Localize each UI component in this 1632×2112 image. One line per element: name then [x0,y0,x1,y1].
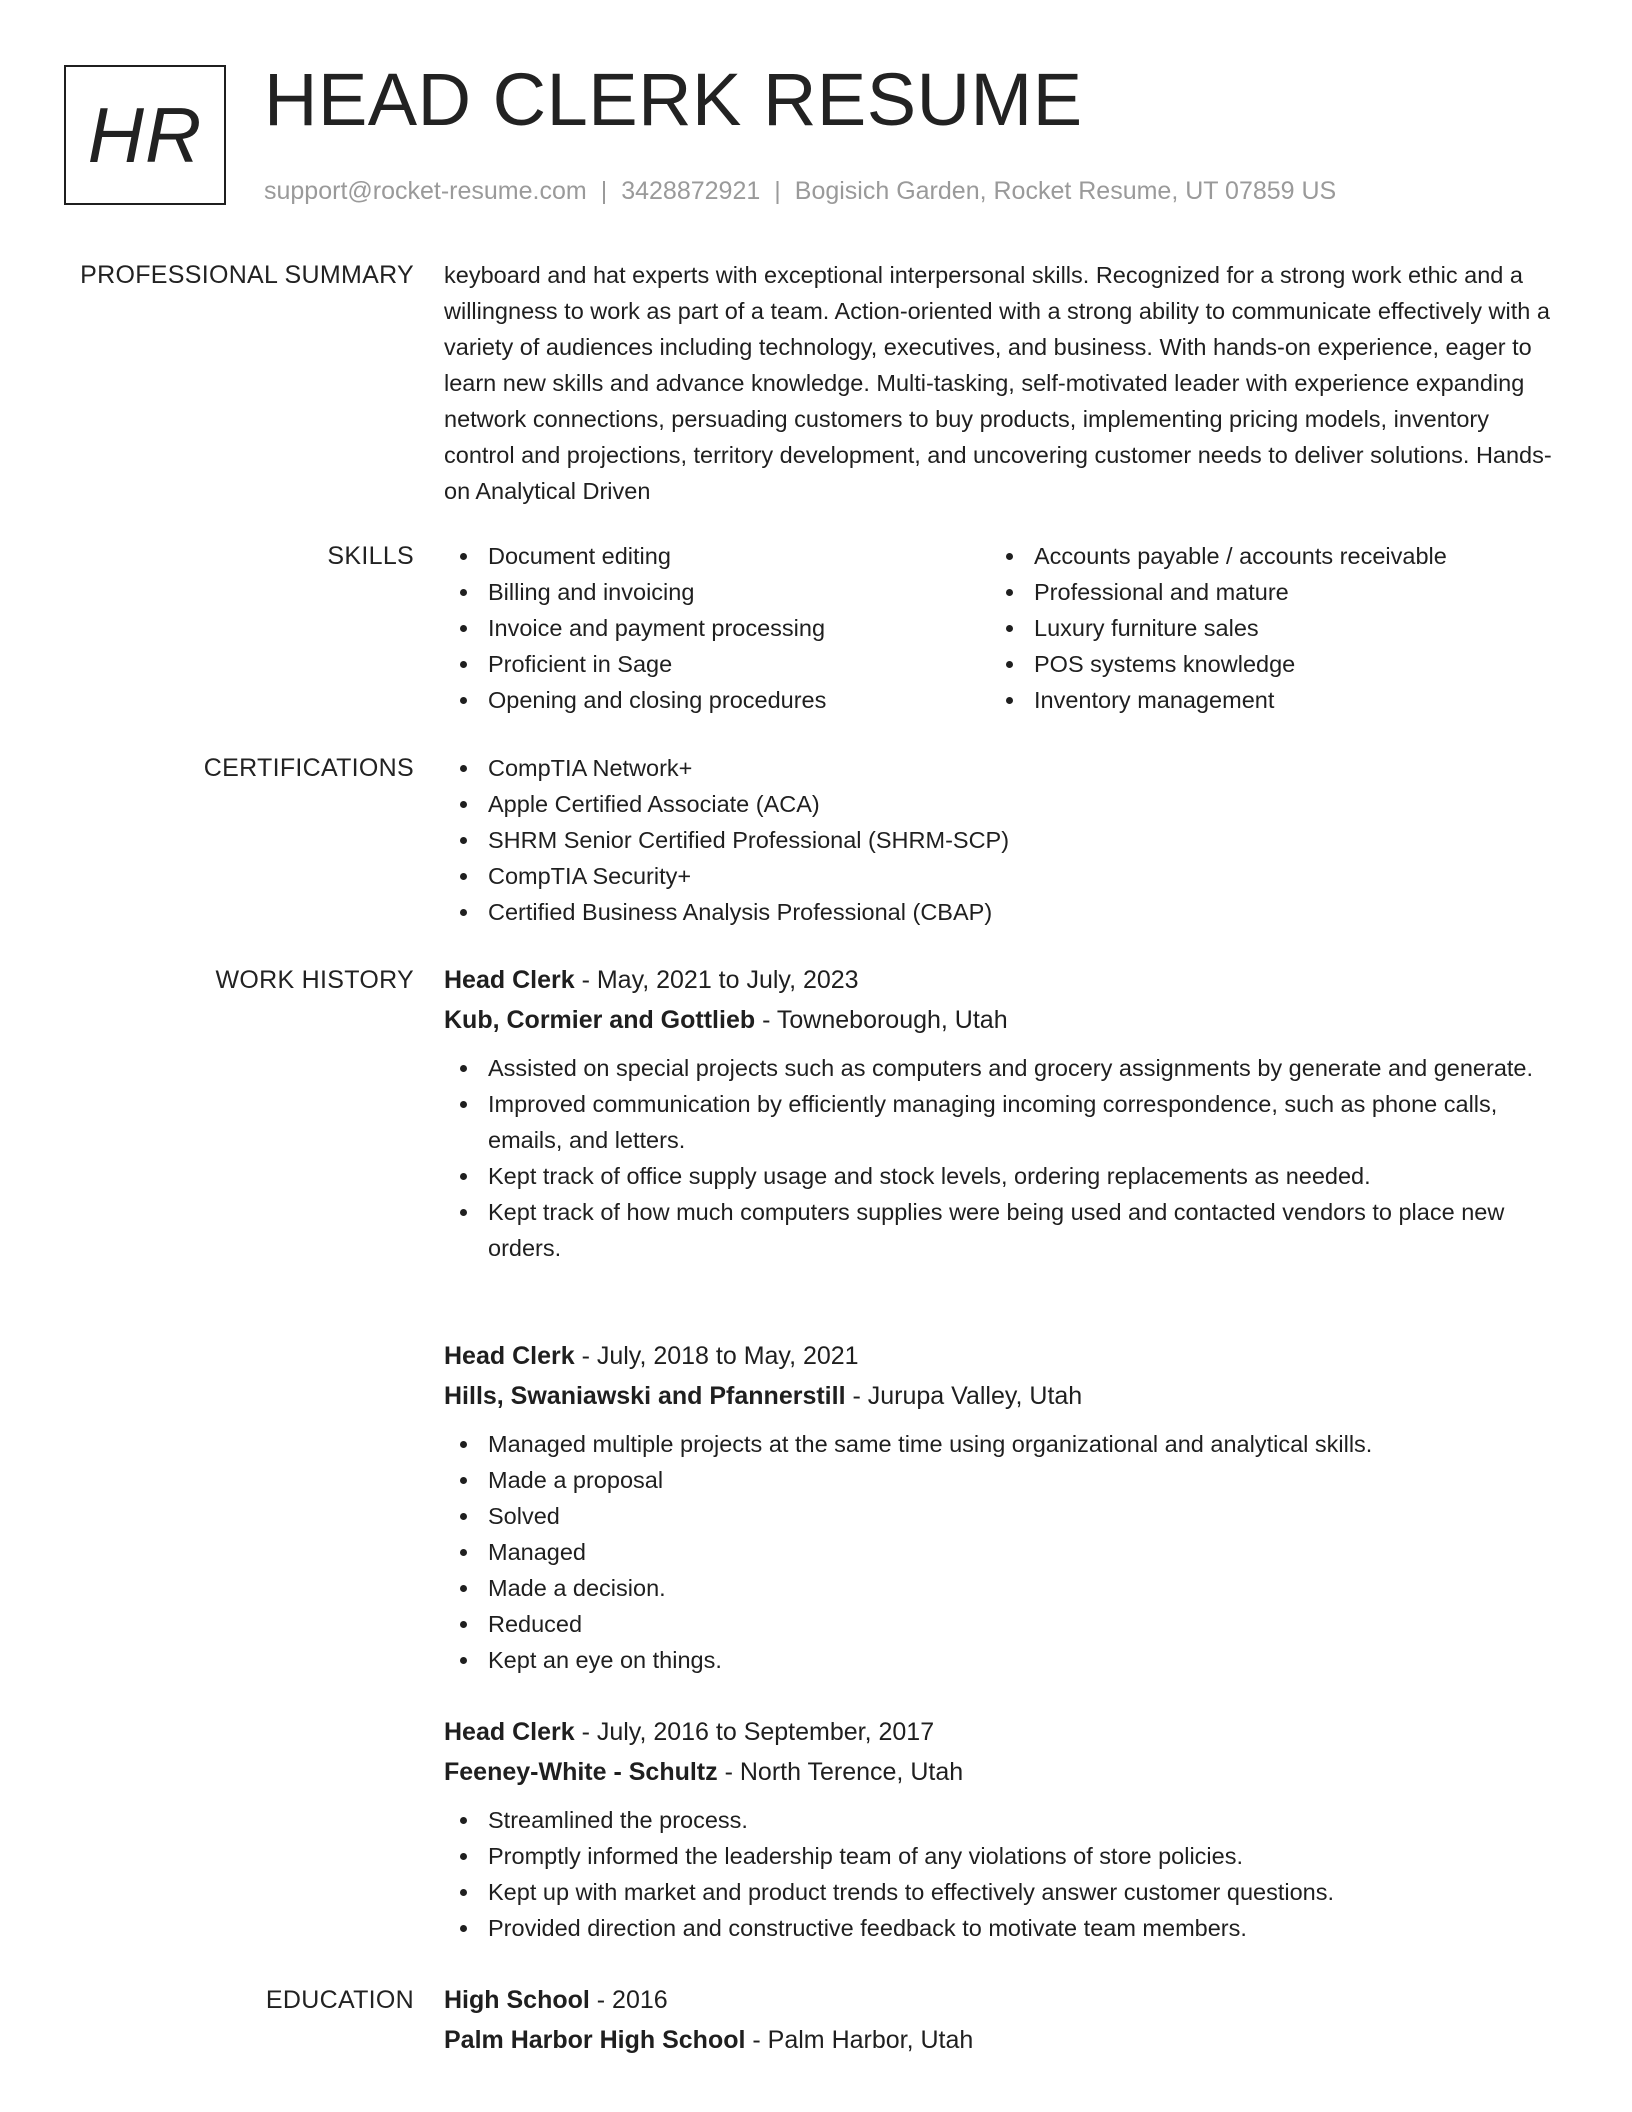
job-company: Kub, Cormier and Gottlieb [444,1006,756,1034]
summary-text: keyboard and hat experts with exceptional interpersonal skills. Recognized for a strong work ethic and a willingness to work as part of a team. Action-oriented with a strong ability to communicate effectively with a variety of audiences including technology, executives, and business. With hands-on experience, eager to learn new skills and advance knowledge. Multi-tasking, self-motivated leader with experience expanding network connections, persuading customers to buy products, implementing pricing models, inventory control and projections, territory development, and uncovering customer needs to deliver solutions. Hands-on Analytical Driven [444,262,1552,504]
certifications-label: CERTIFICATIONS [203,754,414,782]
job-title-line [444,1336,1564,1376]
contact-phone[interactable]: 3428872921 [621,177,761,205]
list-item: Kept track of office supply usage and stock levels, ordering replacements as needed. [444,1158,1564,1194]
list-item: Invoice and payment processing [444,610,990,646]
list-item: Inventory management [990,682,1536,718]
list-item: Kept an eye on things. [444,1642,1564,1678]
contact-line [264,174,1336,208]
education-location: - Palm Harbor, Utah [752,2026,974,2054]
job-entry [444,1712,1564,1946]
job-dates: - July, 2016 to September, 2017 [581,1718,935,1746]
job-location: - North Terence, Utah [724,1758,964,1786]
job-title: Head Clerk [444,966,575,994]
list-item: Provided direction and constructive feedback to motivate team members. [444,1910,1564,1946]
job-title-line [444,1712,1564,1752]
list-item: Reduced [444,1606,1564,1642]
list-item: Managed multiple projects at the same time using organizational and analytical skills. [444,1426,1564,1462]
job-dates: - May, 2021 to July, 2023 [581,966,859,994]
list-item: Managed [444,1534,1564,1570]
job-entry [444,1336,1564,1678]
education-school: Palm Harbor High School [444,2026,746,2054]
resume-title: HEAD CLERK RESUME [264,58,1083,141]
list-item: CompTIA Security+ [444,858,1564,894]
list-item: Opening and closing procedures [444,682,990,718]
list-item: Kept track of how much computers supplies were being used and contacted vendors to place new orders. [444,1194,1564,1266]
skills-list-right [990,538,1536,718]
list-item: Kept up with market and product trends to effectively answer customer questions. [444,1874,1564,1910]
list-item: Apple Certified Associate (ACA) [444,786,1564,822]
job-location: - Towneborough, Utah [762,1006,1008,1034]
contact-email[interactable]: support@rocket-resume.com [264,177,587,205]
job-title: Head Clerk [444,1718,575,1746]
work-history-label: WORK HISTORY [215,966,414,994]
education-degree: High School [444,1986,590,2014]
job-company-line [444,1000,1564,1040]
job-company-line [444,1752,1564,1792]
list-item: Promptly informed the leadership team of any violations of store policies. [444,1838,1564,1874]
list-item: Billing and invoicing [444,574,990,610]
job-dates: - July, 2018 to May, 2021 [581,1342,859,1370]
list-item: Made a proposal [444,1462,1564,1498]
list-item: Professional and mature [990,574,1536,610]
monogram-logo: HR [64,65,226,205]
list-item: Made a decision. [444,1570,1564,1606]
job-title: Head Clerk [444,1342,575,1370]
list-item: Streamlined the process. [444,1802,1564,1838]
list-item: Accounts payable / accounts receivable [990,538,1536,574]
job-company: Hills, Swaniawski and Pfannerstill [444,1382,846,1410]
list-item: Proficient in Sage [444,646,990,682]
education-label: EDUCATION [265,1986,414,2014]
contact-separator: | [600,177,608,205]
skills-label: SKILLS [327,542,414,570]
list-item: Document editing [444,538,990,574]
education-school-line [444,2020,1564,2060]
list-item: Improved communication by efficiently managing incoming correspondence, such as phone calls, emails, and letters. [444,1086,1564,1158]
list-item: Luxury furniture sales [990,610,1536,646]
contact-separator: | [774,177,781,205]
list-item: Solved [444,1498,1564,1534]
skills-list-left [444,538,990,718]
list-item: CompTIA Network+ [444,750,1564,786]
summary-label: PROFESSIONAL SUMMARY [80,261,414,289]
job-company-line [444,1376,1564,1416]
job-bullets [444,1802,1564,1946]
job-entry [444,960,1564,1266]
list-item: SHRM Senior Certified Professional (SHRM-SCP) [444,822,1564,858]
contact-address: Bogisich Garden, Rocket Resume, UT 07859 US [794,177,1337,205]
job-company: Feeney-White - Schultz [444,1758,718,1786]
list-item: Certified Business Analysis Professional (CBAP) [444,894,1564,930]
certifications-list [444,750,1564,930]
job-bullets [444,1050,1564,1266]
education-year: - 2016 [596,1986,668,2014]
job-location: - Jurupa Valley, Utah [852,1382,1083,1410]
list-item: POS systems knowledge [990,646,1536,682]
education-degree-line [444,1980,1564,2020]
job-bullets [444,1426,1564,1678]
list-item: Assisted on special projects such as computers and grocery assignments by generate and generate. [444,1050,1564,1086]
job-title-line [444,960,1564,1000]
